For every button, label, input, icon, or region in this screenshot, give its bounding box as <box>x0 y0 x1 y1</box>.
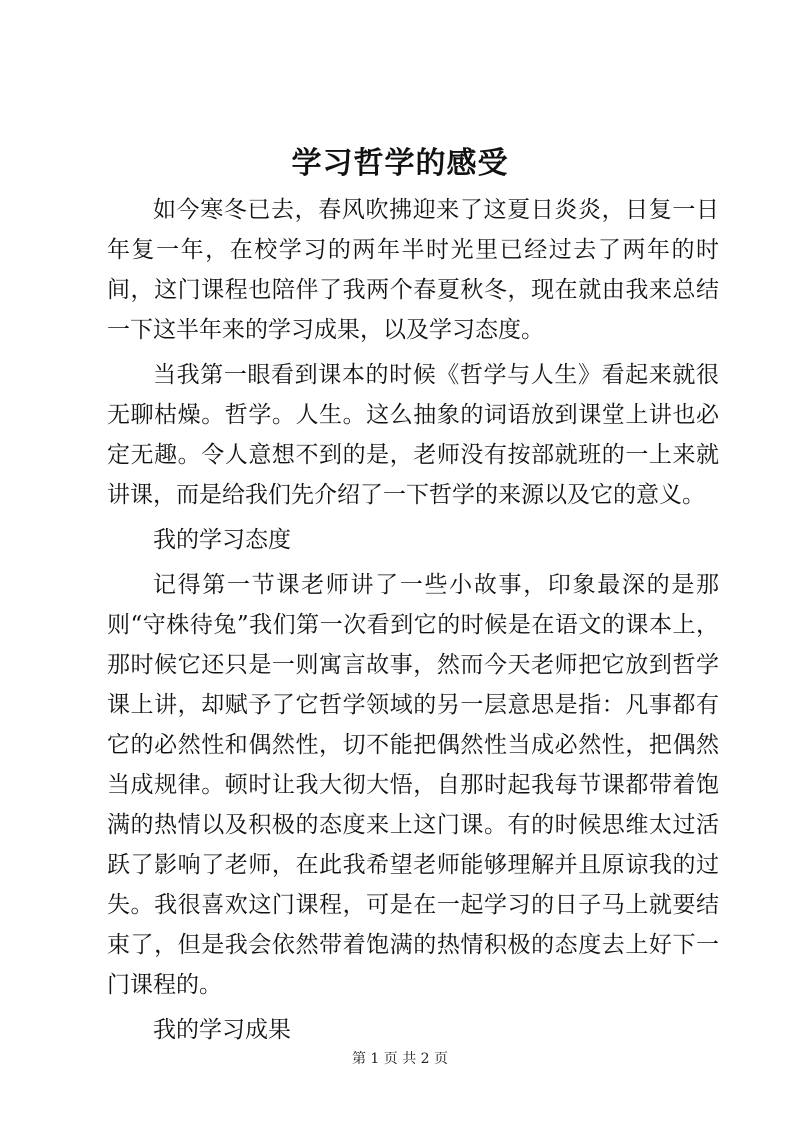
document-title: 学习哲学的感受 <box>291 146 509 181</box>
paragraph-intro: 如今寒冬已去，春风吹拂迎来了这夏日炎炎，日复一日年复一年，在校学习的两年半时光里已经过去了两年的时间，这门课程也陪伴了我两个春夏秋冬，现在就由我来总结一下这半年来的学习成果，以及学习态度。 <box>107 197 719 343</box>
document-body <box>107 190 719 1055</box>
section-heading-results: 我的学习成果 <box>153 1017 291 1043</box>
paragraph-first-impression: 当我第一眼看到课本的时候《哲学与人生》看起来就很无聊枯燥。哲学。人生。这么抽象的词语放到课堂上讲也必定无趣。令人意想不到的是，老师没有按部就班的一上来就讲课，而是给我们先介绍了一下哲学的来源以及它的意义。 <box>107 362 719 508</box>
paragraph-attitude: 记得第一节课老师讲了一些小故事，印象最深的是那则“守株待兔”我们第一次看到它的时候是在语文的课本上，那时候它还只是一则寓言故事，然而今天老师把它放到哲学课上讲，却赋予了它哲学领域的另一层意思是指：凡事都有它的必然性和偶然性，切不能把偶然性当成必然性，把偶然当成规律。顿时让我大彻大悟，自那时起我每节课都带着饱满的热情以及积极的态度来上这门课。有的时候思维太过活跃了影响了老师，在此我希望老师能够理解并且原谅我的过失。我很喜欢这门课程，可是在一起学习的日子马上就要结束了，但是我会依然带着饱满的热情积极的态度去上好下一门课程的。 <box>107 572 719 998</box>
section-heading-attitude: 我的学习态度 <box>153 527 291 553</box>
page-footer: 第 1 页 共 2 页 <box>351 1051 449 1067</box>
